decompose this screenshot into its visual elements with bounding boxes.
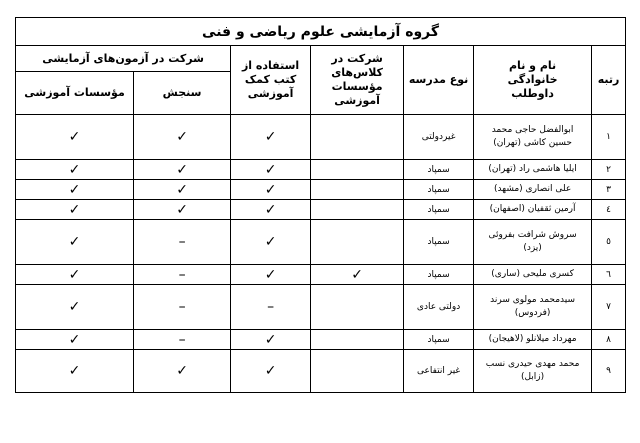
cell-institutes: ✓ (16, 180, 134, 200)
cell-sanjesh: ✓ (134, 350, 231, 393)
table-row (16, 350, 626, 393)
cell-school: سمپاد (404, 330, 474, 350)
cell-name: محمد مهدی حیدری نسب (زابل) (474, 350, 592, 393)
cell-school: سمپاد (404, 160, 474, 180)
table-title: گروه آزمایشی علوم ریاضی و فنی (16, 18, 626, 46)
table-row (16, 265, 626, 285)
cell-school: غیر انتفاعی (404, 350, 474, 393)
cell-name: مهرداد میلانلو (لاهیجان) (474, 330, 592, 350)
cell-rank: ٤ (592, 200, 626, 220)
cell-name: ایلیا هاشمی راد (تهران) (474, 160, 592, 180)
table-row (16, 220, 626, 265)
cell-institutes: ✓ (16, 350, 134, 393)
cell-institutes: ✓ (16, 285, 134, 330)
cell-name: کسری ملیحی (ساری) (474, 265, 592, 285)
cell-class: ✓ (311, 265, 404, 285)
cell-school: سمپاد (404, 180, 474, 200)
cell-class (311, 115, 404, 160)
header-school-type: نوع مدرسه (404, 46, 474, 115)
header-institutes: مؤسسات آموزشی (16, 72, 134, 115)
cell-class (311, 200, 404, 220)
cell-sanjesh: – (134, 330, 231, 350)
cell-name: ابوالفضل حاجی محمد حسین کاشی (تهران) (474, 115, 592, 160)
header-sanjesh: سنجش (134, 72, 231, 115)
cell-institutes: ✓ (16, 160, 134, 180)
cell-books: ✓ (231, 160, 311, 180)
table-row (16, 115, 626, 160)
cell-rank: ۹ (592, 350, 626, 393)
cell-sanjesh: – (134, 265, 231, 285)
cell-books: ✓ (231, 180, 311, 200)
cell-school: دولتی عادی (404, 285, 474, 330)
cell-sanjesh: – (134, 285, 231, 330)
cell-books: ✓ (231, 200, 311, 220)
cell-books: – (231, 285, 311, 330)
header-exams-group: شرکت در آزمون‌های آزمایشی (16, 46, 231, 72)
table-row (16, 160, 626, 180)
cell-class (311, 330, 404, 350)
cell-rank: ٦ (592, 265, 626, 285)
cell-rank: ۱ (592, 115, 626, 160)
cell-name: آرمین ثقفیان (اصفهان) (474, 200, 592, 220)
cell-class (311, 180, 404, 200)
header-rank: رتبه (592, 46, 626, 115)
cell-school: غیردولتی (404, 115, 474, 160)
cell-class (311, 220, 404, 265)
cell-rank: ۷ (592, 285, 626, 330)
cell-books: ✓ (231, 265, 311, 285)
cell-sanjesh: ✓ (134, 160, 231, 180)
cell-institutes: ✓ (16, 330, 134, 350)
cell-rank: ٥ (592, 220, 626, 265)
cell-rank: ۸ (592, 330, 626, 350)
cell-institutes: ✓ (16, 220, 134, 265)
cell-institutes: ✓ (16, 265, 134, 285)
table-row (16, 285, 626, 330)
results-table (15, 17, 626, 393)
cell-name: سروش شرافت بفروئی (یزد) (474, 220, 592, 265)
cell-school: سمپاد (404, 220, 474, 265)
cell-class (311, 160, 404, 180)
cell-sanjesh: ✓ (134, 180, 231, 200)
table-row (16, 180, 626, 200)
header-class-participation: شرکت در کلاس‌های مؤسسات آموزشی (311, 46, 404, 115)
cell-class (311, 350, 404, 393)
cell-sanjesh: – (134, 220, 231, 265)
cell-sanjesh: ✓ (134, 200, 231, 220)
cell-institutes: ✓ (16, 200, 134, 220)
header-name: نام و نام خانوادگی داوطلب (474, 46, 592, 115)
cell-rank: ۳ (592, 180, 626, 200)
cell-class (311, 285, 404, 330)
cell-name: سیدمحمد مولوی سرند (فردوس) (474, 285, 592, 330)
cell-institutes: ✓ (16, 115, 134, 160)
cell-school: سمپاد (404, 265, 474, 285)
cell-books: ✓ (231, 330, 311, 350)
cell-name: علی انصاری (مشهد) (474, 180, 592, 200)
results-sheet (15, 17, 625, 425)
cell-rank: ۲ (592, 160, 626, 180)
cell-books: ✓ (231, 350, 311, 393)
cell-school: سمپاد (404, 200, 474, 220)
cell-books: ✓ (231, 220, 311, 265)
table-row (16, 200, 626, 220)
header-books: استفاده از کتب کمک آموزشی (231, 46, 311, 115)
cell-books: ✓ (231, 115, 311, 160)
cell-sanjesh: ✓ (134, 115, 231, 160)
table-row (16, 330, 626, 350)
